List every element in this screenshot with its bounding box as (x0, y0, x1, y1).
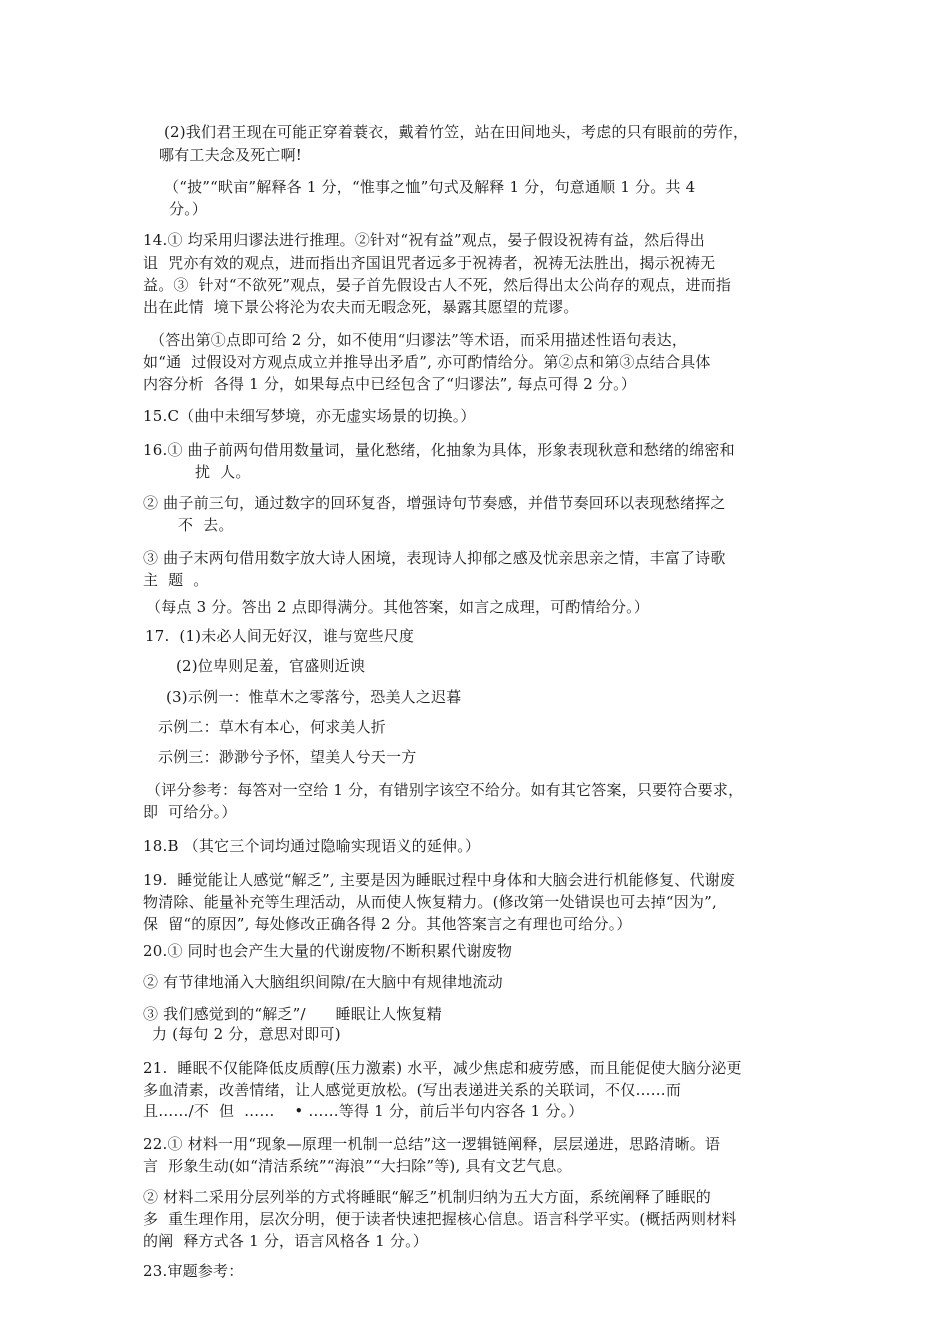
text-line: 20.① 同时也会产生大量的代谢废物/不断积累代谢废物 (143, 942, 513, 960)
text-line: 出在此情 境下景公将沦为农夫而无暇念死，暴露其愿望的荒谬。 (143, 298, 579, 316)
text-line: 22.① 材料一用“现象—原理一机制一总结”这一逻辑链阐释，层层递进，思路清晰。语 (143, 1135, 721, 1153)
text-line: 益。③ 针对“不欲死”观点，晏子首先假设古人不死，然后得出太公尚存的观点，进而指 (143, 276, 732, 294)
text-line: (2)我们君王现在可能正穿着蓑衣，戴着竹笠，站在田间地头，考虑的只有眼前的劳作， (164, 123, 749, 141)
text-line: 如“通 过假设对方观点成立并推导出矛盾”, 亦可酌情给分。第②点和第③点结合具体 (143, 353, 711, 371)
text-line: 示例三：渺渺兮予怀，望美人兮天一方 (158, 748, 417, 766)
text-line: 且……/不 但 …… • ……等得 1 分，前后半句内容各 1 分。） (143, 1102, 584, 1120)
text-line: (3)示例一：惟草木之零落兮，恐美人之迟暮 (166, 688, 462, 706)
text-line: （“披”“畎亩”解释各 1 分，“惟事之恤”句式及解释 1 分，句意通顺 1 分。共 4 (164, 178, 696, 196)
text-line: 示例二：草木有本心，何求美人折 (158, 718, 387, 736)
text-line: 扰 人。 (195, 463, 251, 481)
text-line: ③ 我们感觉到的“解乏”/ 睡眠让人恢复精 (143, 1005, 442, 1023)
text-line: 内容分析 各得 1 分，如果每点中已经包含了“归谬法”, 每点可得 2 分。） (143, 375, 637, 393)
text-line: 多 重生理作用，层次分明，便于读者快速把握核心信息。语言科学平实。(概括两则材料 (143, 1210, 737, 1228)
text-line: ② 曲子前三句，通过数字的回环复沓，增强诗句节奏感，并借节奏回环以表现愁绪挥之 (143, 494, 726, 512)
text-line: 14.① 均采用归谬法进行推理。②针对“祝有益”观点，晏子假设祝祷有益，然后得出 (143, 231, 705, 249)
text-line: 21. 睡眠不仅能降低皮质醇(压力激素) 水平，减少焦虑和疲劳感，而且能促使大脑分泌更 (143, 1059, 742, 1077)
text-line: ③ 曲子末两句借用数字放大诗人困境，表现诗人抑郁之感及忧亲思亲之情，丰富了诗歌 (143, 549, 726, 567)
text-line: 18.B （其它三个词均通过隐喻实现语义的延伸。） (143, 837, 481, 855)
text-line: 19. 睡觉能让人感觉“解乏”, 主要是因为睡眠过程中身体和大脑会进行机能修复、代谢废 (143, 871, 736, 889)
text-line: 分。） (169, 200, 208, 218)
text-line: 主 题 。 (143, 571, 209, 589)
text-line: （每点 3 分。答出 2 点即得满分。其他答案，如言之成理，可酌情给分。） (146, 598, 650, 616)
text-line: 物清除、能量补充等生理活动，从而使人恢复精力。(修改第一处错误也可去掉“因为”, (143, 893, 717, 911)
text-line: 17. (1)未必人间无好汉，谁与宽些尺度 (145, 627, 415, 645)
text-line: 的阐 释方式各 1 分，语言风格各 1 分。） (143, 1232, 428, 1250)
text-line: 哪有工夫念及死亡啊! (159, 146, 303, 164)
text-line: 多血清素，改善情绪，让人感觉更放松。(写出表递进关系的关联词，不仅……而 (143, 1081, 682, 1099)
text-line: ② 材料二采用分层列举的方式将睡眠“解乏”机制归纳为五大方面，系统阐释了睡眠的 (143, 1188, 711, 1206)
text-line: （答出第①点即可给 2 分，如不使用“归谬法”等术语，而采用描述性语句表达， (150, 331, 688, 349)
text-line: 保 留“的原因”, 每处修改正确各得 2 分。其他答案言之有理也可给分。） (143, 915, 632, 933)
text-line: 力 (每句 2 分，意思对即可) (152, 1025, 341, 1043)
text-line: 23.审题参考： (143, 1262, 244, 1280)
text-line: 即 可给分。） (143, 803, 237, 821)
text-line: 16.① 曲子前两句借用数量词，量化愁绪，化抽象为具体，形象表现秋意和愁绪的绵密和 (143, 441, 735, 459)
text-line: 诅 咒亦有效的观点，进而指出齐国诅咒者远多于祝祷者，祝祷无法胜出，揭示祝祷无 (143, 254, 716, 272)
text-line: （评分参考：每答对一空给 1 分，有错别字该空不给分。如有其它答案，只要符合要求， (146, 781, 744, 799)
text-line: 言 形象生动(如“清洁系统”“海浪”“大扫除”等), 具有文艺气息。 (143, 1157, 572, 1175)
text-line: 不 去。 (178, 516, 234, 534)
text-line: 15.C（曲中未细写梦境，亦无虚实场景的切换。） (143, 407, 476, 425)
text-line: (2)位卑则足羞，官盛则近谀 (176, 657, 366, 675)
text-line: ② 有节律地涌入大脑组织间隙/在大脑中有规律地流动 (143, 973, 503, 991)
